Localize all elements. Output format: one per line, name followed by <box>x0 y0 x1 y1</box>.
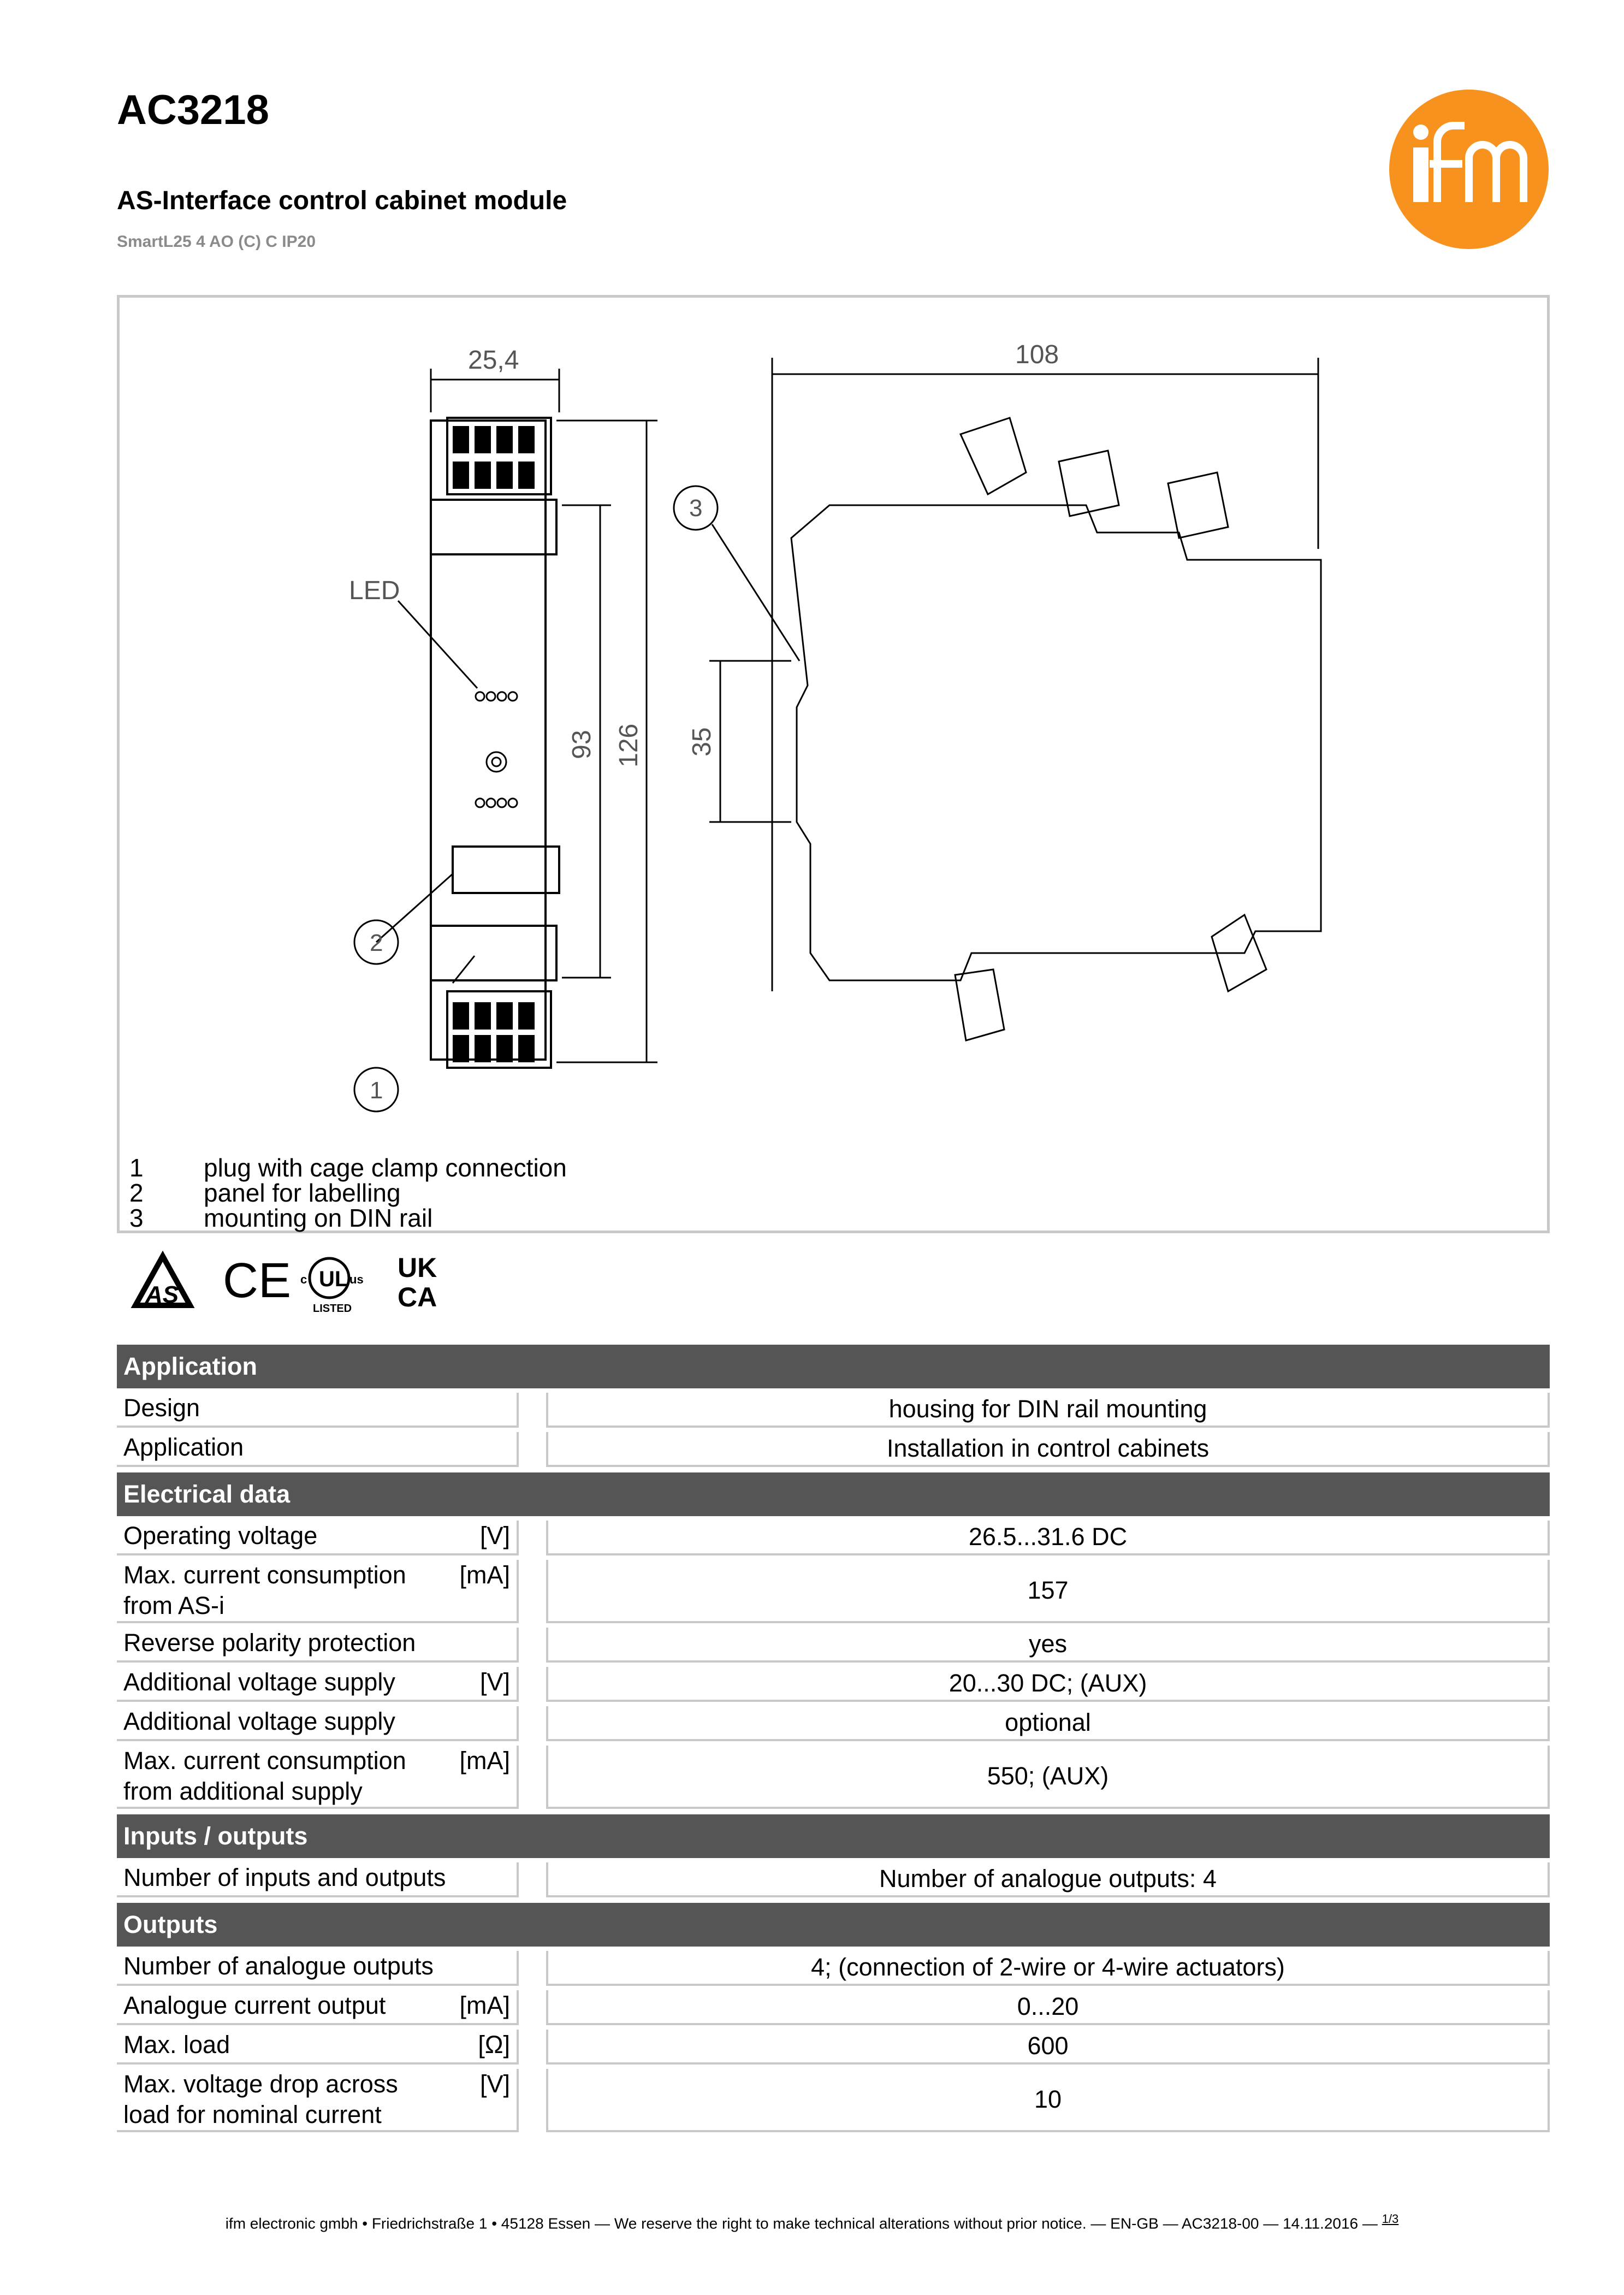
spec-label: Design <box>123 1394 200 1422</box>
spec-unit <box>503 1706 510 1739</box>
svg-text:us: us <box>349 1273 364 1286</box>
spec-row <box>117 2030 1550 2065</box>
spec-label-cell <box>117 1521 519 1555</box>
svg-text:CA: CA <box>398 1282 437 1312</box>
page-number: 1/3 <box>1382 2212 1399 2226</box>
spec-row <box>117 1990 1550 2025</box>
svg-text:LISTED: LISTED <box>313 1303 352 1315</box>
spec-label-cell <box>117 1560 519 1623</box>
dim-front-width: 25,4 <box>468 346 519 375</box>
product-variant: SmartL25 4 AO (C) C IP20 <box>117 233 316 251</box>
spec-row <box>117 1706 1550 1741</box>
spec-unit <box>503 1628 510 1660</box>
dim-side-width: 108 <box>1015 340 1059 369</box>
spec-value: 600 <box>546 2030 1550 2065</box>
spec-value: Number of analogue outputs: 4 <box>546 1862 1550 1897</box>
page-footer <box>0 2212 1624 2232</box>
dim-outer-height: 126 <box>614 723 643 767</box>
spec-value: 20...30 DC; (AUX) <box>546 1667 1550 1702</box>
figure-legend <box>129 1155 567 1231</box>
spec-label-cell <box>117 1990 519 2025</box>
spec-row <box>117 1951 1550 1986</box>
spec-row <box>117 1862 1550 1897</box>
spec-row <box>117 1667 1550 1702</box>
dimension-drawing <box>117 295 1550 1233</box>
certification-marks <box>125 1245 463 1316</box>
product-title: AS-Interface control cabinet module <box>117 186 567 215</box>
spec-label: Reverse polarity protection <box>123 1629 416 1657</box>
spec-unit: [mA] <box>459 1991 510 2019</box>
spec-unit <box>503 1393 510 1425</box>
spec-label-cell <box>117 2030 519 2065</box>
specification-table <box>117 1345 1550 2132</box>
spec-label: Analogue current output <box>123 1991 386 2019</box>
spec-unit: [Ω] <box>478 2031 510 2059</box>
spec-value: 550; (AUX) <box>546 1746 1550 1809</box>
spec-label-cell <box>117 1951 519 1986</box>
ukca-icon <box>398 1252 437 1312</box>
spec-label: Max. current consumption from AS-i <box>123 1561 406 1619</box>
section-header: Application <box>117 1345 1550 1388</box>
ce-icon: CE <box>223 1253 292 1308</box>
spec-unit <box>503 1951 510 1984</box>
logo-text: ifm <box>1469 230 1470 231</box>
svg-text:AS: AS <box>145 1281 179 1308</box>
technical-drawing <box>120 298 1547 1150</box>
spec-label: Max. voltage drop across load for nominal current <box>123 2070 398 2128</box>
spec-label-cell <box>117 1628 519 1663</box>
spec-row <box>117 1432 1550 1467</box>
spec-row <box>117 1560 1550 1623</box>
legend-item: 3 mounting on DIN rail <box>129 1204 433 1232</box>
product-code: AC3218 <box>117 87 269 133</box>
spec-value: 26.5...31.6 DC <box>546 1521 1550 1555</box>
spec-label: Max. load <box>123 2031 230 2059</box>
callout-2: 2 <box>370 930 383 956</box>
callout-1: 1 <box>370 1077 383 1104</box>
callout-3: 3 <box>689 495 703 522</box>
spec-value: 157 <box>546 1560 1550 1623</box>
legend-item: 2 panel for labelling <box>129 1179 401 1207</box>
footer-text: ifm electronic gmbh • Friedrichstraße 1 • 45128 Essen — We reserve the right to make technical alterations without prior notice. — EN-GB — AC3218-00 — 14.11.2016 — <box>225 2215 1378 2232</box>
ul-listed-icon <box>300 1258 364 1315</box>
spec-label: Number of inputs and outputs <box>123 1864 446 1891</box>
spec-value: 4; (connection of 2-wire or 4-wire actuators) <box>546 1951 1550 1986</box>
spec-unit <box>503 1862 510 1895</box>
spec-unit: [V] <box>479 1668 510 1696</box>
spec-unit: [V] <box>479 2070 510 2098</box>
spec-row <box>117 1393 1550 1428</box>
spec-unit: [mA] <box>459 1561 510 1589</box>
spec-label: Additional voltage supply <box>123 1707 395 1735</box>
spec-value: 0...20 <box>546 1990 1550 2025</box>
spec-row <box>117 1628 1550 1663</box>
spec-value: 10 <box>546 2069 1550 2132</box>
legend-item: 1 plug with cage clamp connection <box>129 1154 567 1182</box>
spec-unit: [mA] <box>459 1747 510 1775</box>
svg-text:c: c <box>300 1273 307 1286</box>
spec-label: Application <box>123 1433 244 1461</box>
svg-text:UL: UL <box>319 1267 348 1291</box>
spec-label-cell <box>117 1393 519 1428</box>
spec-value: yes <box>546 1628 1550 1663</box>
spec-label-cell <box>117 1706 519 1741</box>
spec-label-cell <box>117 1667 519 1702</box>
asi-icon <box>135 1256 190 1308</box>
spec-value: optional <box>546 1706 1550 1741</box>
ifm-logo <box>1387 87 1551 251</box>
spec-row <box>117 2069 1550 2132</box>
svg-text:UK: UK <box>398 1252 437 1283</box>
spec-label-cell <box>117 1432 519 1467</box>
spec-row <box>117 1521 1550 1555</box>
spec-value: housing for DIN rail mounting <box>546 1393 1550 1428</box>
spec-unit <box>503 1432 510 1465</box>
spec-label-cell <box>117 2069 519 2132</box>
spec-label: Max. current consumption from additional supply <box>123 1747 406 1805</box>
dim-inner-height: 93 <box>567 730 596 759</box>
spec-unit: [V] <box>479 1522 510 1549</box>
spec-row <box>117 1746 1550 1809</box>
section-header: Inputs / outputs <box>117 1814 1550 1858</box>
spec-label: Additional voltage supply <box>123 1668 395 1696</box>
spec-value: Installation in control cabinets <box>546 1432 1550 1467</box>
spec-label: Number of analogue outputs <box>123 1952 434 1980</box>
dim-rail: 35 <box>687 727 716 756</box>
spec-label-cell <box>117 1862 519 1897</box>
section-header: Outputs <box>117 1903 1550 1947</box>
section-header: Electrical data <box>117 1472 1550 1516</box>
led-label: LED <box>349 576 400 605</box>
spec-label: Operating voltage <box>123 1522 318 1549</box>
spec-label-cell <box>117 1746 519 1809</box>
